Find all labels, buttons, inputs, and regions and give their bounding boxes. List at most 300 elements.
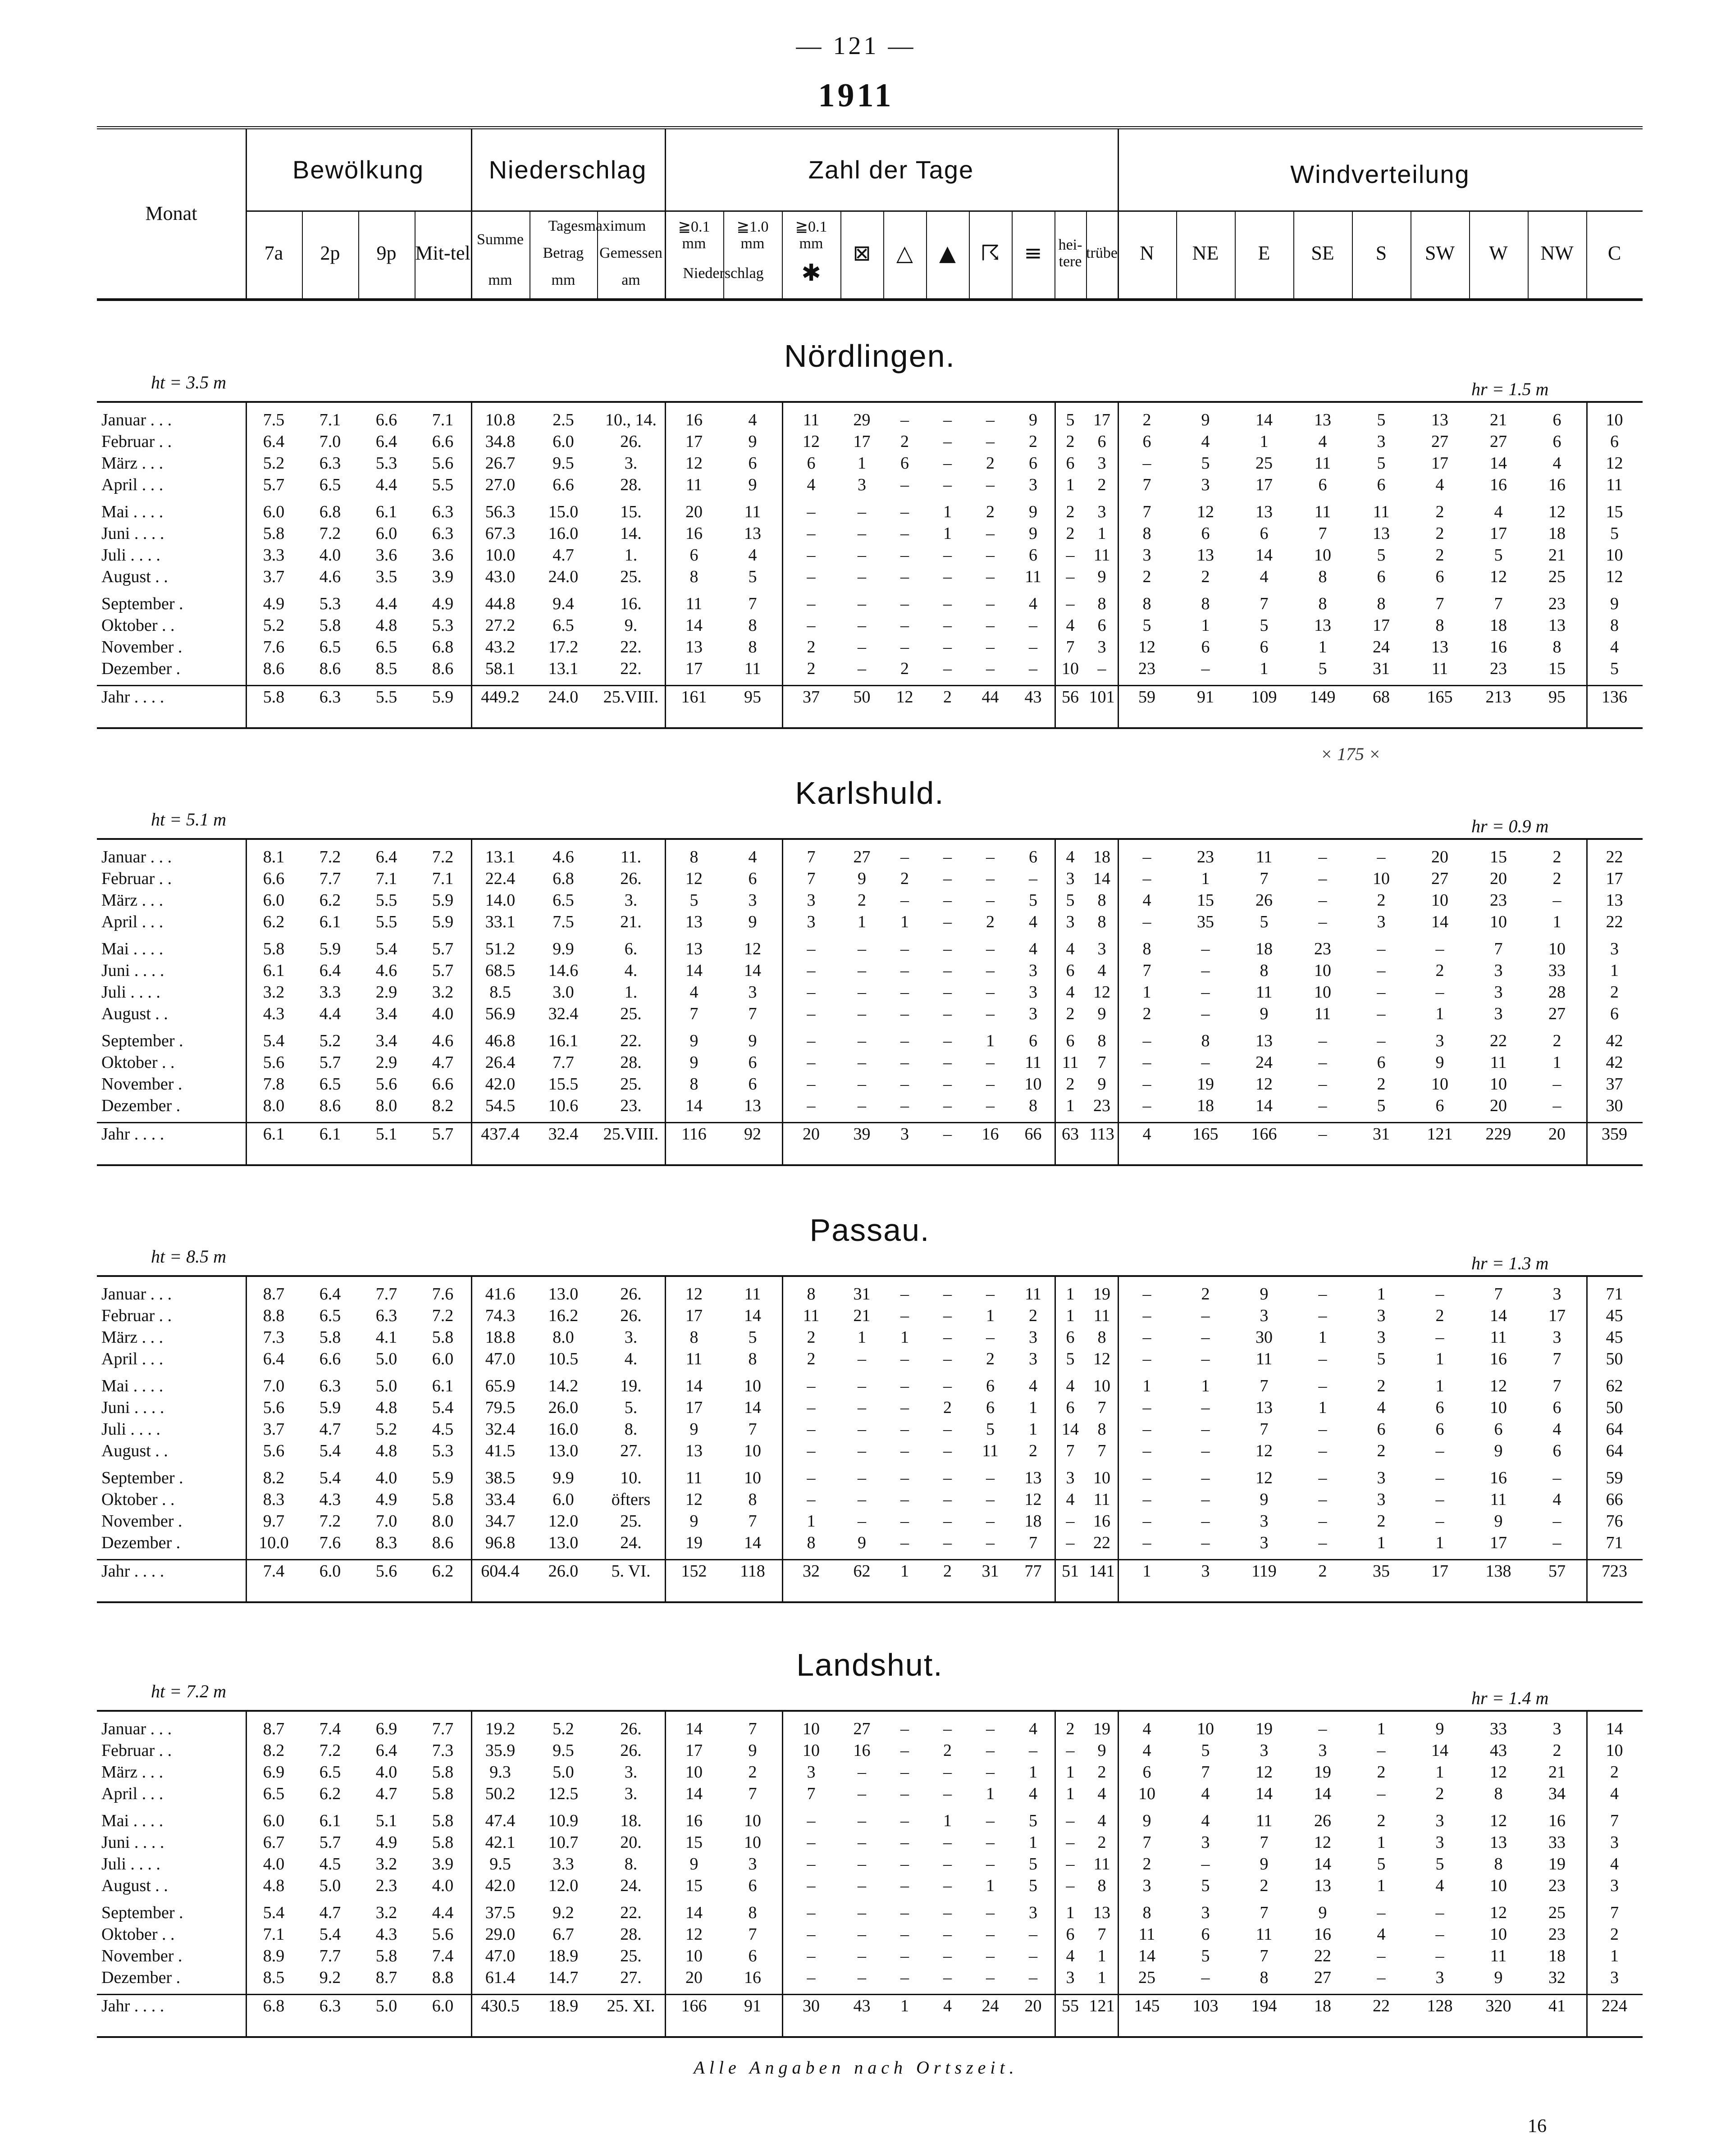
cell-tage-heitere: 6 [1066, 1328, 1075, 1347]
cell-wind-c: 4 [1610, 1784, 1619, 1803]
cell-wind-s: 11 [1373, 502, 1390, 521]
cell-tage-fog: 9 [1029, 524, 1037, 543]
fog-icon: ≡ [1024, 240, 1042, 266]
cell-wind-nw: 23 [1548, 1876, 1566, 1895]
cell-tage-ge10: 7 [748, 1719, 757, 1738]
cell-wind-nw: 8 [1552, 638, 1561, 656]
header-niederschlag: Niederschlag [488, 155, 647, 184]
cell-tage-ge10: 91 [744, 1996, 761, 2015]
cell-tage-graupel: – [900, 1398, 909, 1417]
cell-tage-graupel: – [900, 1512, 909, 1531]
cell-max-gemessen: 8. [624, 1855, 638, 1873]
cell-tage-heitere: 2 [1066, 502, 1075, 521]
cell-tage-graupel: – [900, 848, 909, 866]
cell-tage-graupel: – [900, 1784, 909, 1803]
cell-tage-fog: 3 [1029, 961, 1037, 980]
cell-bew-7a: 6.6 [263, 869, 285, 888]
cell-bew-9p: 3.2 [375, 1903, 397, 1922]
cell-wind-e: 18 [1255, 939, 1273, 958]
cell-wind-se: – [1318, 1285, 1327, 1304]
cell-wind-e: 11 [1255, 1349, 1273, 1368]
cell-wind-se: 14 [1314, 1855, 1331, 1873]
cell-wind-s: 3 [1377, 912, 1386, 931]
cell-bew-2p: 5.9 [319, 939, 341, 958]
cell-max-betrag: 9.5 [552, 454, 574, 473]
cell-tage-thunder: 44 [982, 688, 999, 707]
cell-tage-ge01: 19 [685, 1533, 703, 1552]
cell-tage-heitere: 10 [1062, 659, 1079, 678]
cell-wind-e: 7 [1260, 1903, 1269, 1922]
cell-wind-c: 13 [1606, 891, 1623, 910]
cell-wind-c: 6 [1610, 432, 1619, 451]
cell-tage-fog: 13 [1024, 1468, 1042, 1487]
cell-wind-s: – [1377, 1784, 1386, 1803]
cell-wind-nw: 41 [1548, 1996, 1566, 2015]
cell-bew-mittel: 5.8 [432, 1811, 454, 1830]
cell-tage-ge10: 3 [748, 983, 757, 1002]
cell-tage-graupel: – [900, 1490, 909, 1509]
column-header [97, 126, 1643, 301]
cell-bew-9p: 4.7 [375, 1784, 397, 1803]
cell-tage-heitere: – [1066, 1876, 1075, 1895]
cell-tage-truebe: 11 [1093, 1490, 1110, 1509]
cell-tage-snow: 7 [807, 848, 816, 866]
cell-max-betrag: 13.0 [548, 1533, 579, 1552]
cell-wind-s: 5 [1377, 1349, 1386, 1368]
cell-wind-se: 26 [1314, 1811, 1331, 1830]
cell-tage-snow: – [807, 1925, 816, 1944]
cell-wind-c: 3 [1610, 1876, 1619, 1895]
cell-bew-mittel: 7.6 [432, 1285, 454, 1304]
cell-wind-c: 50 [1606, 1349, 1623, 1368]
cell-wind-se: – [1318, 1420, 1327, 1439]
cell-tage-thunder: – [986, 1946, 995, 1965]
cell-max-betrag: 6.0 [552, 1490, 574, 1509]
cell-bew-2p: 5.4 [319, 1441, 341, 1460]
cell-tage-hail: – [858, 1784, 866, 1803]
cell-wind-s: 4 [1377, 1398, 1386, 1417]
cell-bew-9p: 4.0 [375, 1468, 397, 1487]
cell-tage-ge10: 9 [748, 912, 757, 931]
cell-wind-se: 13 [1314, 410, 1331, 429]
cell-max-betrag: 12.5 [548, 1784, 579, 1803]
month-label: Jahr . . . . [101, 1125, 164, 1144]
cell-wind-n: – [1142, 1031, 1151, 1050]
cell-wind-se: 18 [1314, 1996, 1331, 2015]
cell-tage-ice: – [943, 1784, 952, 1803]
cell-bew-7a: 7.8 [263, 1075, 285, 1094]
cell-wind-e: 12 [1255, 1075, 1273, 1094]
cell-max-betrag: 5.2 [552, 1719, 574, 1738]
cell-bew-9p: 2.3 [375, 1876, 397, 1895]
cell-wind-w: 20 [1490, 869, 1507, 888]
cell-bew-mittel: 6.6 [432, 1075, 454, 1094]
cell-wind-s: 22 [1373, 1996, 1390, 2015]
cell-wind-nw: 28 [1548, 983, 1566, 1002]
cell-bew-2p: 7.0 [319, 432, 341, 451]
cell-tage-ice: – [943, 1306, 952, 1325]
cell-bew-mittel: 3.2 [432, 983, 454, 1002]
cell-max-betrag: 3.3 [552, 1855, 574, 1873]
cell-bew-2p: 5.8 [319, 1328, 341, 1347]
cell-tage-fog: 6 [1029, 1031, 1037, 1050]
cell-wind-sw: 27 [1431, 869, 1448, 888]
cell-summe: 43.0 [485, 567, 516, 586]
cell-wind-c: 45 [1606, 1328, 1623, 1347]
cell-wind-e: 7 [1260, 1420, 1269, 1439]
cell-tage-truebe: 121 [1089, 1996, 1115, 2015]
cell-wind-c: 9 [1610, 594, 1619, 613]
cell-wind-c: 5 [1610, 524, 1619, 543]
hail-icon: ⊠ [853, 240, 871, 266]
cell-tage-truebe: – [1097, 659, 1106, 678]
cell-bew-2p: 7.6 [319, 1533, 341, 1552]
cell-wind-c: 1 [1610, 961, 1619, 980]
cell-bew-7a: 7.5 [263, 410, 285, 429]
cell-max-betrag: 24.0 [548, 567, 579, 586]
cell-wind-n: 4 [1142, 1719, 1151, 1738]
cell-bew-mittel: 5.5 [432, 475, 454, 494]
cell-tage-ice: – [943, 1096, 952, 1115]
cell-wind-w: 213 [1485, 688, 1511, 707]
month-label: Dezember . [101, 1096, 181, 1115]
cell-tage-hail: – [858, 1420, 866, 1439]
cell-bew-9p: 4.8 [375, 1398, 397, 1417]
cell-wind-ne: 13 [1197, 546, 1214, 565]
cell-tage-graupel: – [900, 1441, 909, 1460]
cell-tage-graupel: – [900, 475, 909, 494]
cell-max-betrag: 32.4 [548, 1004, 579, 1023]
year-title: 1911 [818, 77, 894, 114]
cell-bew-7a: 6.4 [263, 1349, 285, 1368]
cell-wind-c: 12 [1606, 567, 1623, 586]
cell-tage-graupel: – [900, 891, 909, 910]
cell-tage-thunder: – [986, 659, 995, 678]
cell-bew-9p: 5.6 [375, 1075, 397, 1094]
cell-wind-n: 7 [1142, 502, 1151, 521]
cell-wind-w: 10 [1490, 1876, 1507, 1895]
cell-wind-e: 3 [1260, 1306, 1269, 1325]
header-wind-w: W [1489, 242, 1508, 264]
cell-bew-9p: 4.9 [375, 1490, 397, 1509]
cell-wind-c: 2 [1610, 1925, 1619, 1944]
cell-summe: 32.4 [485, 1420, 516, 1439]
cell-wind-n: 2 [1142, 1004, 1151, 1023]
cell-wind-w: 138 [1485, 1562, 1511, 1581]
cell-tage-heitere: 4 [1066, 983, 1075, 1002]
cell-wind-ne: 4 [1201, 432, 1210, 451]
header-niederschlag-tage: Niederschlag [683, 265, 764, 282]
cell-bew-7a: 7.6 [263, 638, 285, 656]
table-row [97, 544, 1643, 566]
cell-bew-7a: 5.4 [263, 1903, 285, 1922]
cell-tage-heitere: – [1066, 567, 1075, 586]
cell-bew-9p: 5.5 [375, 912, 397, 931]
cell-max-betrag: 13.0 [548, 1441, 579, 1460]
cell-tage-truebe: 101 [1089, 688, 1115, 707]
cell-tage-heitere: 2 [1066, 1004, 1075, 1023]
cell-wind-sw: – [1435, 1946, 1444, 1965]
cell-bew-mittel: 4.9 [432, 594, 454, 613]
cell-wind-ne: 165 [1192, 1125, 1219, 1144]
cell-tage-hail: – [858, 594, 866, 613]
cell-wind-e: 9 [1260, 1285, 1269, 1304]
cell-wind-w: 15 [1490, 848, 1507, 866]
table-row [97, 658, 1643, 679]
cell-max-betrag: 13.1 [548, 659, 579, 678]
header-bew-9p: 9p [376, 242, 397, 264]
cell-wind-e: 7 [1260, 1833, 1269, 1852]
cell-tage-graupel: – [900, 1876, 909, 1895]
cell-summe: 22.4 [485, 869, 516, 888]
month-label: Mai . . . . [101, 1377, 164, 1395]
cell-wind-c: 10 [1606, 410, 1623, 429]
cell-tage-ice: – [943, 594, 952, 613]
cell-summe: 449.2 [481, 688, 520, 707]
month-label: März . . . [101, 1328, 164, 1347]
table-row [97, 911, 1643, 933]
cell-wind-e: 12 [1255, 1468, 1273, 1487]
cell-max-gemessen: 26. [620, 1719, 642, 1738]
cell-tage-fog: – [1029, 1925, 1037, 1944]
cell-tage-ge10: 8 [748, 1490, 757, 1509]
cell-wind-ne: 1 [1201, 1377, 1210, 1395]
cell-tage-ge10: 6 [748, 1075, 757, 1094]
cell-max-betrag: 7.7 [552, 1053, 574, 1072]
footer-note: Alle Angaben nach Ortszeit. [694, 2057, 1018, 2078]
cell-tage-ge01: 11 [685, 475, 703, 494]
cell-tage-truebe: 12 [1093, 983, 1110, 1002]
cell-bew-9p: 4.6 [375, 961, 397, 980]
cell-max-betrag: 14.7 [548, 1968, 579, 1987]
cell-tage-snow: 3 [807, 891, 816, 910]
cell-bew-mittel: 5.8 [432, 1490, 454, 1509]
cell-wind-c: 37 [1606, 1075, 1623, 1094]
cell-max-gemessen: 22. [620, 659, 642, 678]
month-label: Oktober . . [101, 1053, 175, 1072]
table-row [97, 960, 1643, 981]
cell-wind-s: – [1377, 1946, 1386, 1965]
cell-wind-s: – [1377, 983, 1386, 1002]
cell-bew-mittel: 5.6 [432, 1925, 454, 1944]
cell-wind-sw: 3 [1435, 1811, 1444, 1830]
cell-wind-ne: 5 [1201, 1876, 1210, 1895]
cell-max-gemessen: 3. [624, 1763, 638, 1782]
cell-wind-sw: – [1435, 1328, 1444, 1347]
ice-pellet-icon: ▲ [939, 240, 956, 266]
cell-tage-fog: 1 [1029, 1833, 1037, 1852]
cell-bew-2p: 7.1 [319, 410, 341, 429]
cell-tage-ge01: 9 [689, 1512, 698, 1531]
cell-wind-se: 3 [1318, 1741, 1327, 1760]
cell-wind-sw: 7 [1435, 594, 1444, 613]
cell-wind-sw: 6 [1435, 1398, 1444, 1417]
cell-wind-ne: 7 [1201, 1763, 1210, 1782]
cell-tage-snow: 8 [807, 1285, 816, 1304]
cell-summe: 74.3 [485, 1306, 516, 1325]
cell-summe: 65.9 [485, 1377, 516, 1395]
cell-bew-7a: 6.9 [263, 1763, 285, 1782]
cell-tage-thunder: 1 [986, 1876, 995, 1895]
cell-max-gemessen: 25. [620, 1004, 642, 1023]
cell-tage-heitere: 63 [1062, 1125, 1079, 1144]
cell-tage-thunder: – [986, 1512, 995, 1531]
cell-bew-7a: 6.0 [263, 502, 285, 521]
cell-wind-se: 22 [1314, 1946, 1331, 1965]
table-row [97, 1440, 1643, 1462]
cell-wind-nw: 12 [1548, 502, 1566, 521]
cell-tage-truebe: 8 [1097, 1031, 1106, 1050]
table-row [97, 1532, 1643, 1554]
cell-wind-sw: 1 [1435, 1533, 1444, 1552]
cell-tage-snow: – [807, 939, 816, 958]
month-label: März . . . [101, 891, 164, 910]
cell-tage-truebe: 113 [1089, 1125, 1114, 1144]
cell-max-gemessen: 8. [624, 1420, 638, 1439]
cell-tage-thunder: – [986, 1855, 995, 1873]
table-row [97, 1095, 1643, 1117]
cell-wind-nw: 3 [1552, 1285, 1561, 1304]
cell-wind-se: – [1318, 848, 1327, 866]
cell-tage-truebe: 17 [1093, 410, 1110, 429]
table-row [97, 1418, 1643, 1440]
cell-bew-mittel: 6.3 [432, 524, 454, 543]
cell-summe: 27.2 [485, 616, 516, 635]
cell-max-betrag: 18.9 [548, 1946, 579, 1965]
cell-wind-nw: – [1552, 1533, 1561, 1552]
cell-tage-thunder: – [986, 1925, 995, 1944]
cell-tage-snow: – [807, 1468, 816, 1487]
cell-tage-graupel: – [900, 1925, 909, 1944]
cell-tage-ge01: 5 [689, 891, 698, 910]
cell-bew-7a: 7.4 [263, 1562, 285, 1581]
cell-tage-truebe: 8 [1097, 891, 1106, 910]
cell-tage-ge01: 166 [681, 1996, 707, 2015]
cell-tage-ge10: 10 [744, 1441, 761, 1460]
cell-tage-fog: 5 [1029, 891, 1037, 910]
cell-bew-mittel: 8.2 [432, 1096, 454, 1115]
cell-wind-sw: 1 [1435, 1004, 1444, 1023]
cell-wind-s: 13 [1373, 524, 1390, 543]
cell-tage-thunder: – [986, 1075, 995, 1094]
cell-wind-nw: 2 [1552, 869, 1561, 888]
cell-max-betrag: 8.0 [552, 1328, 574, 1347]
cell-wind-c: 59 [1606, 1468, 1623, 1487]
cell-tage-heitere: 1 [1066, 1096, 1075, 1115]
cell-wind-n: 10 [1138, 1784, 1155, 1803]
cell-summe: 56.9 [485, 1004, 516, 1023]
cell-wind-n: – [1142, 1285, 1151, 1304]
cell-tage-thunder: 2 [986, 502, 995, 521]
cell-bew-9p: 8.3 [375, 1533, 397, 1552]
cell-bew-7a: 8.8 [263, 1306, 285, 1325]
cell-wind-sw: 2 [1435, 1306, 1444, 1325]
month-label: Februar . . [101, 432, 172, 451]
page-number-top: — 121 — [796, 32, 916, 60]
cell-summe: 10.8 [485, 410, 516, 429]
cell-tage-thunder: – [986, 475, 995, 494]
cell-tage-truebe: 11 [1093, 1306, 1110, 1325]
cell-tage-ge10: 8 [748, 616, 757, 635]
cell-tage-snow: 32 [803, 1562, 820, 1581]
month-label: Juni . . . . [101, 524, 164, 543]
cell-tage-ice: – [943, 1125, 952, 1144]
cell-tage-hail: – [858, 1075, 866, 1094]
cell-wind-n: 2 [1142, 410, 1151, 429]
cell-wind-sw: 3 [1435, 1833, 1444, 1852]
cell-tage-ge01: 16 [685, 1811, 703, 1830]
cell-wind-s: 4 [1377, 1925, 1386, 1944]
cell-wind-se: 14 [1314, 1784, 1331, 1803]
cell-summe: 9.3 [489, 1763, 511, 1782]
cell-wind-w: 27 [1490, 432, 1507, 451]
cell-wind-n: 2 [1142, 567, 1151, 586]
cell-tage-heitere: 4 [1066, 1377, 1075, 1395]
cell-tage-graupel: – [900, 1377, 909, 1395]
cell-tage-fog: 3 [1029, 1004, 1037, 1023]
cell-bew-2p: 6.1 [319, 1125, 341, 1144]
cell-max-gemessen: 27. [620, 1441, 642, 1460]
cell-tage-truebe: 14 [1093, 869, 1110, 888]
month-label: Juli . . . . [101, 983, 160, 1002]
cell-summe: 34.8 [485, 432, 516, 451]
cell-tage-truebe: 7 [1097, 1053, 1106, 1072]
cell-wind-sw: – [1435, 1512, 1444, 1531]
cell-wind-ne: – [1201, 1533, 1210, 1552]
cell-max-gemessen: 22. [620, 638, 642, 656]
station-section [97, 1185, 1643, 1604]
month-label: September . [101, 1903, 183, 1922]
cell-max-gemessen: 16. [620, 594, 642, 613]
cell-tage-thunder: – [986, 594, 995, 613]
cell-bew-9p: 6.0 [375, 524, 397, 543]
month-label: April . . . [101, 1784, 164, 1803]
cell-tage-fog: 4 [1029, 1719, 1037, 1738]
cell-tage-truebe: 9 [1097, 1741, 1106, 1760]
cell-tage-heitere: 5 [1066, 1349, 1075, 1368]
cell-tage-graupel: – [900, 1306, 909, 1325]
cell-tage-ge01: 9 [689, 1053, 698, 1072]
cell-max-betrag: 16.2 [548, 1306, 579, 1325]
table-row [97, 1924, 1643, 1945]
cell-wind-c: 14 [1606, 1719, 1623, 1738]
cell-bew-7a: 5.8 [263, 688, 285, 707]
month-label: Juni . . . . [101, 961, 164, 980]
cell-wind-w: 10 [1490, 912, 1507, 931]
cell-wind-w: 3 [1494, 983, 1503, 1002]
cell-tage-fog: 4 [1029, 594, 1037, 613]
month-label: Januar . . . [101, 1285, 172, 1304]
cell-bew-2p: 5.8 [319, 616, 341, 635]
cell-bew-7a: 6.0 [263, 891, 285, 910]
table-row [97, 1761, 1643, 1783]
cell-tage-ge01: 8 [689, 1328, 698, 1347]
cell-wind-se: 13 [1314, 616, 1331, 635]
cell-wind-c: 12 [1606, 454, 1623, 473]
cell-bew-2p: 9.2 [319, 1968, 341, 1987]
cell-tage-ge01: 13 [685, 939, 703, 958]
cell-tage-snow: – [807, 502, 816, 521]
cell-wind-w: 20 [1490, 1096, 1507, 1115]
cell-wind-ne: – [1201, 659, 1210, 678]
cell-wind-e: 7 [1260, 1946, 1269, 1965]
cell-bew-2p: 5.4 [319, 1925, 341, 1944]
cell-tage-hail: – [858, 638, 866, 656]
cell-wind-e: 9 [1260, 1004, 1269, 1023]
cell-wind-s: 24 [1373, 638, 1390, 656]
cell-bew-7a: 6.0 [263, 1811, 285, 1830]
cell-tage-ice: – [943, 1763, 952, 1782]
